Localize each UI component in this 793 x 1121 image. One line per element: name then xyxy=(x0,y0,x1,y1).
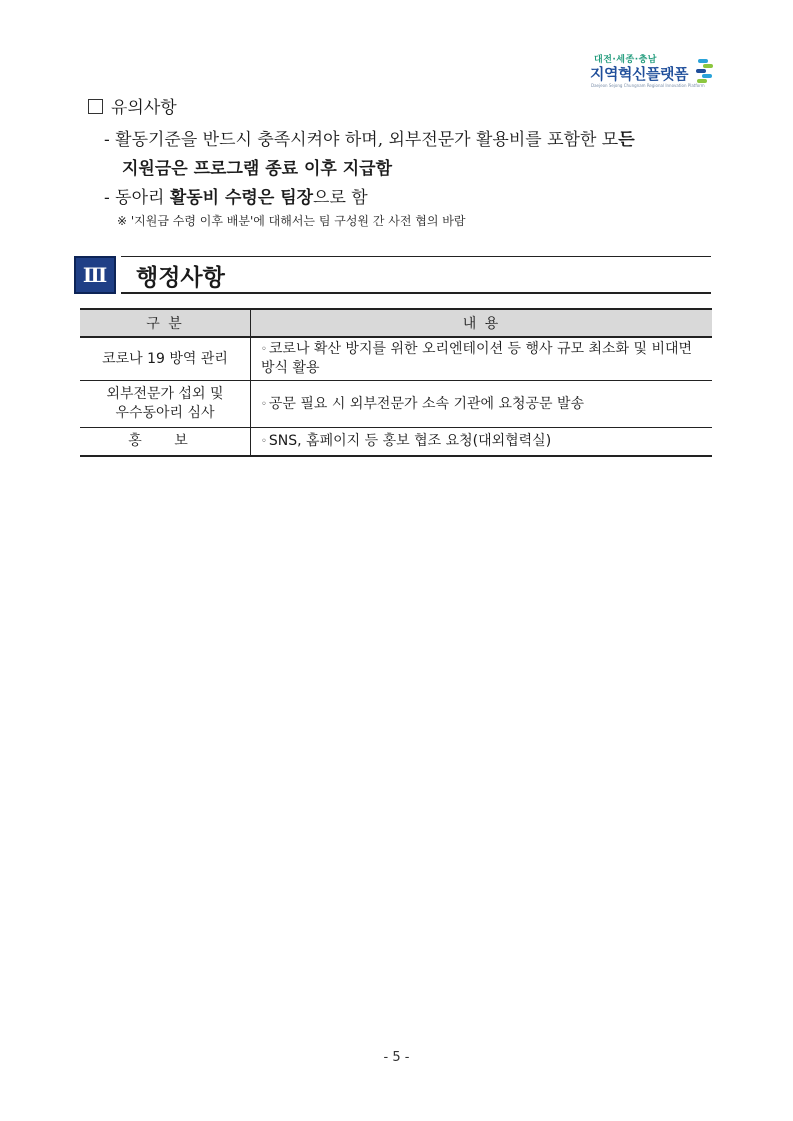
note-item-2-bold: 활동비 수령은 팀장 xyxy=(169,188,314,208)
table-cell-category-line-1: 외부전문가 섭외 및 xyxy=(106,386,224,402)
table-cell-category: 홍 보 xyxy=(80,428,251,457)
table-cell-content-text: SNS, 홈페이지 등 홍보 협조 요청(대외협력실) xyxy=(268,433,552,449)
notes-heading-text: 유의사항 xyxy=(111,98,177,118)
table-cell-content xyxy=(251,337,713,381)
table-header-content: 내 용 xyxy=(251,309,713,337)
note-item-2 xyxy=(104,183,368,208)
notes-heading xyxy=(88,93,177,118)
logo-region: 대전·세종·충남 xyxy=(594,55,658,65)
table-cell-content-text: 공문 필요 시 외부전문가 소속 기관에 요청공문 발송 xyxy=(268,395,585,412)
table-row xyxy=(80,337,712,381)
table-header-row xyxy=(80,309,712,337)
admin-table xyxy=(80,308,712,457)
table-cell-category xyxy=(80,381,251,428)
reference-note: ※ '지원금 수령 이후 배분'에 대해서는 팀 구성원 간 사전 협의 바람 xyxy=(117,214,466,228)
note-item-1-line-1 xyxy=(104,125,635,150)
table-cell-content xyxy=(251,428,713,457)
table-header-category: 구 분 xyxy=(80,309,251,337)
platform-logo xyxy=(590,52,720,90)
note-item-1-line-2 xyxy=(122,154,392,179)
bullet-icon: ◦ xyxy=(261,398,267,410)
note-item-2-text-a: - 동아리 xyxy=(104,188,170,208)
table-cell-category: 코로나 19 방역 관리 xyxy=(80,337,251,381)
checkbox-icon xyxy=(88,99,103,114)
note-item-1-text: - 활동기준을 반드시 충족시켜야 하며, 외부전문가 활용비를 포함한 모 xyxy=(104,130,619,150)
table-cell-content xyxy=(251,381,713,428)
note-item-1-bold: 지원금은 프로그램 종료 이후 지급함 xyxy=(122,159,393,179)
bullet-icon: ◦ xyxy=(261,436,267,447)
note-item-1-bold-start: 든 xyxy=(618,130,635,150)
section-title: 행정사항 xyxy=(136,265,225,291)
note-item-2-text-b: 으로 함 xyxy=(313,188,368,208)
page-number: - 5 - xyxy=(383,1050,410,1065)
bullet-icon: ◦ xyxy=(261,344,267,355)
section-number-badge: Ⅲ xyxy=(74,256,116,294)
table-cell-category-line-2: 우수동아리 심사 xyxy=(115,405,215,421)
logo-subtitle: Daejeon Sejong Chungnam Regional Innovation Platform xyxy=(591,83,705,88)
logo-title: 지역혁신플랫폼 xyxy=(590,65,688,83)
logo-mark-icon xyxy=(694,58,716,86)
table-cell-content-text: 코로나 확산 방지를 위한 오리엔테이션 등 행사 규모 최소화 및 비대면 방식 활용 xyxy=(261,341,693,376)
table-row xyxy=(80,428,712,457)
table-row xyxy=(80,381,712,428)
